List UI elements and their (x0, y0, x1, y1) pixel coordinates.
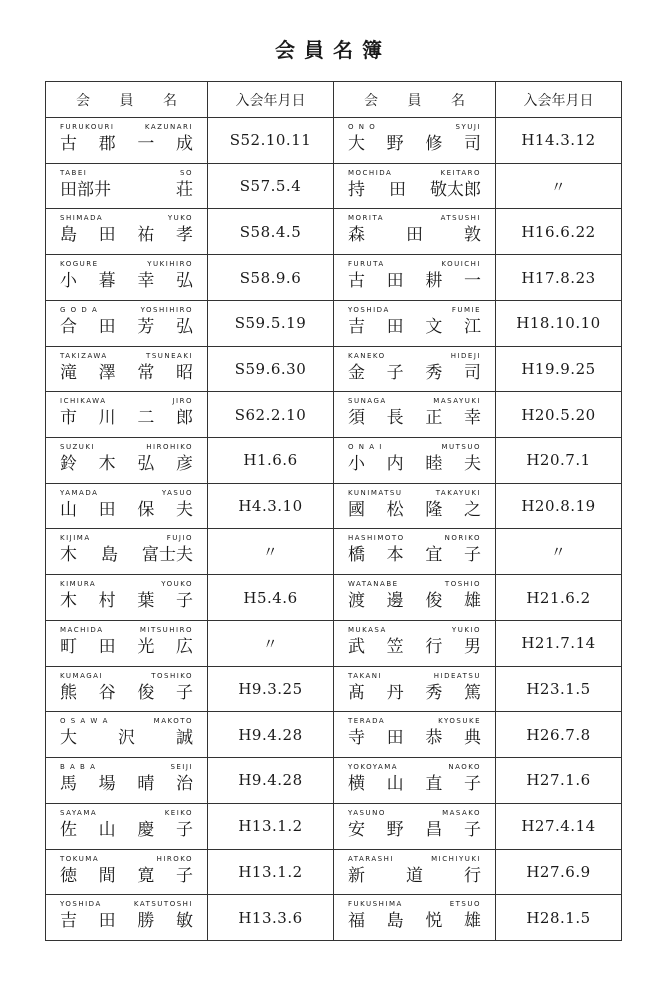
member-kanji-name: 森 田 敦 (348, 225, 481, 246)
header-row (46, 82, 622, 118)
member-kanji-name: 橋 本 宜 子 (348, 545, 481, 566)
member-name-cell (334, 575, 496, 621)
member-name-cell (334, 483, 496, 529)
member-romaji: YAMADA YASUO (60, 488, 193, 497)
table-row (46, 575, 622, 621)
join-date-cell: S52.10.11 (208, 118, 334, 164)
member-name-cell (334, 209, 496, 255)
join-date-cell: H27.4.14 (496, 803, 622, 849)
member-kanji-name: 木 島 富士夫 (60, 545, 193, 566)
join-date-cell: 〃 (208, 529, 334, 575)
member-kanji-name: 合 田 芳 弘 (60, 316, 193, 337)
member-kanji-name: 新 道 行 (348, 865, 481, 886)
join-date-cell: H19.9.25 (496, 346, 622, 392)
member-romaji: MORITA ATSUSHI (348, 214, 481, 223)
member-kanji-name: 古 郡 一 成 (60, 134, 193, 154)
join-date-cell: H9.3.25 (208, 666, 334, 712)
member-name-cell (46, 392, 208, 438)
table-row (46, 712, 622, 758)
join-date-cell: 〃 (496, 529, 622, 575)
member-name-cell (46, 895, 208, 941)
member-kanji-name: 古 田 耕 一 (348, 271, 481, 292)
join-date-cell: H28.1.5 (496, 895, 622, 941)
join-date-cell: H9.4.28 (208, 758, 334, 804)
member-romaji: O N O SYUJI (348, 123, 481, 131)
name-header-right: 会 員 名 (334, 82, 496, 118)
join-date-cell: S58.9.6 (208, 255, 334, 301)
member-romaji: O S A W A MAKOTO (60, 717, 193, 726)
member-name-cell (46, 529, 208, 575)
member-kanji-name: 吉 田 勝 敏 (60, 911, 193, 932)
member-romaji: SAYAMA KEIKO (60, 808, 193, 817)
join-date-cell: S57.5.4 (208, 163, 334, 209)
join-date-cell: H18.10.10 (496, 300, 622, 346)
member-kanji-name: 田部井 荘 (60, 179, 193, 200)
member-romaji: O N A I MUTSUO (348, 443, 481, 452)
member-romaji: KIJIMA FUJIO (60, 534, 193, 543)
member-kanji-name: 武 笠 行 男 (348, 636, 481, 657)
member-name-cell (334, 300, 496, 346)
member-kanji-name: 熊 谷 俊 子 (60, 682, 193, 703)
member-name-cell (334, 620, 496, 666)
member-name-cell (334, 758, 496, 804)
member-name-cell (46, 849, 208, 895)
table-row (46, 483, 622, 529)
member-romaji: MACHIDA MITSUHIRO (60, 625, 193, 634)
join-date-cell: H23.1.5 (496, 666, 622, 712)
member-kanji-name: 髙 丹 秀 篤 (348, 682, 481, 703)
member-kanji-name: 吉 田 文 江 (348, 316, 481, 337)
member-romaji: ATARASHI MICHIYUKI (348, 854, 481, 863)
member-kanji-name: 大 野 修 司 (348, 134, 481, 154)
member-romaji: MOCHIDA KEITARO (348, 168, 481, 177)
member-romaji: FURUTA KOUICHI (348, 260, 481, 269)
member-name-cell (334, 118, 496, 164)
member-name-cell (334, 803, 496, 849)
join-date-cell: H20.8.19 (496, 483, 622, 529)
join-date-cell: H27.1.6 (496, 758, 622, 804)
member-romaji: FURUKOURI KAZUNARI (60, 123, 193, 131)
member-name-cell (334, 163, 496, 209)
member-romaji: SHIMADA YUKO (60, 214, 193, 223)
table-row (46, 300, 622, 346)
roster-body (46, 118, 622, 941)
table-row (46, 803, 622, 849)
table-row (46, 346, 622, 392)
member-romaji: YOKOYAMA NAOKO (348, 763, 481, 772)
member-kanji-name: 島 田 祐 孝 (60, 225, 193, 246)
join-date-cell: H14.3.12 (496, 118, 622, 164)
member-romaji: YASUNO MASAKO (348, 808, 481, 817)
member-name-cell (46, 620, 208, 666)
name-header-left: 会 員 名 (46, 82, 208, 118)
member-romaji: TOKUMA HIROKO (60, 854, 193, 863)
join-date-cell: H21.6.2 (496, 575, 622, 621)
member-kanji-name: 鈴 木 弘 彦 (60, 454, 193, 475)
member-romaji: YOSHIDA FUMIE (348, 305, 481, 314)
join-date-cell: H26.7.8 (496, 712, 622, 758)
member-name-cell (334, 895, 496, 941)
member-romaji: KUMAGAI TOSHIKO (60, 671, 193, 680)
member-kanji-name: 國 松 隆 之 (348, 499, 481, 520)
join-date-cell: H4.3.10 (208, 483, 334, 529)
member-kanji-name: 福 島 悦 雄 (348, 911, 481, 932)
member-kanji-name: 市 川 二 郎 (60, 408, 193, 429)
member-kanji-name: 金 子 秀 司 (348, 362, 481, 383)
join-date-cell: H21.7.14 (496, 620, 622, 666)
join-date-cell: S58.4.5 (208, 209, 334, 255)
member-romaji: MUKASA YUKIO (348, 625, 481, 634)
member-romaji: KUNIMATSU TAKAYUKI (348, 488, 481, 497)
member-romaji: SUZUKI HIROHIKO (60, 443, 193, 452)
member-romaji: KIMURA YOUKO (60, 580, 193, 589)
member-romaji: KOGURE YUKIHIRO (60, 260, 193, 269)
table-row (46, 895, 622, 941)
member-name-cell (334, 392, 496, 438)
member-name-cell (334, 438, 496, 484)
member-kanji-name: 大 沢 誠 (60, 728, 193, 749)
join-date-cell: H20.5.20 (496, 392, 622, 438)
member-name-cell (46, 209, 208, 255)
member-name-cell (334, 346, 496, 392)
date-header-right: 入会年月日 (496, 82, 622, 118)
member-romaji: TABEI SO (60, 168, 193, 177)
member-kanji-name: 横 山 直 子 (348, 774, 481, 795)
member-kanji-name: 渡 邊 俊 雄 (348, 591, 481, 612)
member-kanji-name: 町 田 光 広 (60, 636, 193, 657)
member-kanji-name: 馬 場 晴 治 (60, 774, 193, 795)
member-kanji-name: 小 暮 幸 弘 (60, 271, 193, 292)
table-row (46, 392, 622, 438)
member-romaji: TAKIZAWA TSUNEAKI (60, 351, 193, 360)
table-row (46, 438, 622, 484)
member-roster-table (45, 81, 622, 941)
join-date-cell: H13.1.2 (208, 849, 334, 895)
table-row (46, 118, 622, 164)
member-kanji-name: 佐 山 慶 子 (60, 819, 193, 840)
join-date-cell: H27.6.9 (496, 849, 622, 895)
member-kanji-name: 持 田 敬太郎 (348, 179, 481, 200)
member-name-cell (334, 529, 496, 575)
member-kanji-name: 徳 間 寛 子 (60, 865, 193, 886)
member-name-cell (334, 849, 496, 895)
member-name-cell (46, 483, 208, 529)
member-name-cell (46, 575, 208, 621)
member-name-cell (46, 803, 208, 849)
member-romaji: ICHIKAWA JIRO (60, 397, 193, 406)
join-date-cell: H1.6.6 (208, 438, 334, 484)
member-kanji-name: 寺 田 恭 典 (348, 728, 481, 749)
member-romaji: SUNAGA MASAYUKI (348, 397, 481, 406)
join-date-cell: H5.4.6 (208, 575, 334, 621)
member-name-cell (46, 300, 208, 346)
member-name-cell (46, 346, 208, 392)
join-date-cell: H13.1.2 (208, 803, 334, 849)
member-romaji: KANEKO HIDEJI (348, 351, 481, 360)
member-name-cell (46, 438, 208, 484)
member-name-cell (46, 666, 208, 712)
member-romaji: G O D A YOSHIHIRO (60, 305, 193, 314)
join-date-cell: S59.6.30 (208, 346, 334, 392)
member-name-cell (46, 712, 208, 758)
member-kanji-name: 滝 澤 常 昭 (60, 362, 193, 383)
member-kanji-name: 小 内 睦 夫 (348, 454, 481, 475)
join-date-cell: H17.8.23 (496, 255, 622, 301)
table-row (46, 849, 622, 895)
member-name-cell (334, 666, 496, 712)
member-name-cell (46, 255, 208, 301)
table-row (46, 620, 622, 666)
member-romaji: TAKANI HIDEATSU (348, 671, 481, 680)
member-romaji: TERADA KYOSUKE (348, 717, 481, 726)
member-kanji-name: 安 野 昌 子 (348, 819, 481, 840)
table-row (46, 758, 622, 804)
member-name-cell (46, 118, 208, 164)
join-date-cell: H13.3.6 (208, 895, 334, 941)
table-row (46, 666, 622, 712)
member-kanji-name: 須 長 正 幸 (348, 408, 481, 429)
date-header-left: 入会年月日 (208, 82, 334, 118)
member-name-cell (46, 758, 208, 804)
join-date-cell: H20.7.1 (496, 438, 622, 484)
member-romaji: HASHIMOTO NORIKO (348, 534, 481, 543)
member-romaji: FUKUSHIMA ETSUO (348, 900, 481, 909)
join-date-cell: H9.4.28 (208, 712, 334, 758)
table-row (46, 255, 622, 301)
member-romaji: B A B A SEIJI (60, 763, 193, 772)
table-row (46, 209, 622, 255)
member-name-cell (334, 255, 496, 301)
join-date-cell: 〃 (208, 620, 334, 666)
join-date-cell: 〃 (496, 163, 622, 209)
member-kanji-name: 山 田 保 夫 (60, 499, 193, 520)
join-date-cell: S59.5.19 (208, 300, 334, 346)
member-romaji: YOSHIDA KATSUTOSHI (60, 900, 193, 909)
join-date-cell: H16.6.22 (496, 209, 622, 255)
page-title: 会員名簿 (275, 38, 391, 62)
member-kanji-name: 木 村 葉 子 (60, 591, 193, 612)
member-name-cell (334, 712, 496, 758)
table-row (46, 163, 622, 209)
table-row (46, 529, 622, 575)
member-romaji: WATANABE TOSHIO (348, 580, 481, 589)
member-name-cell (46, 163, 208, 209)
join-date-cell: S62.2.10 (208, 392, 334, 438)
